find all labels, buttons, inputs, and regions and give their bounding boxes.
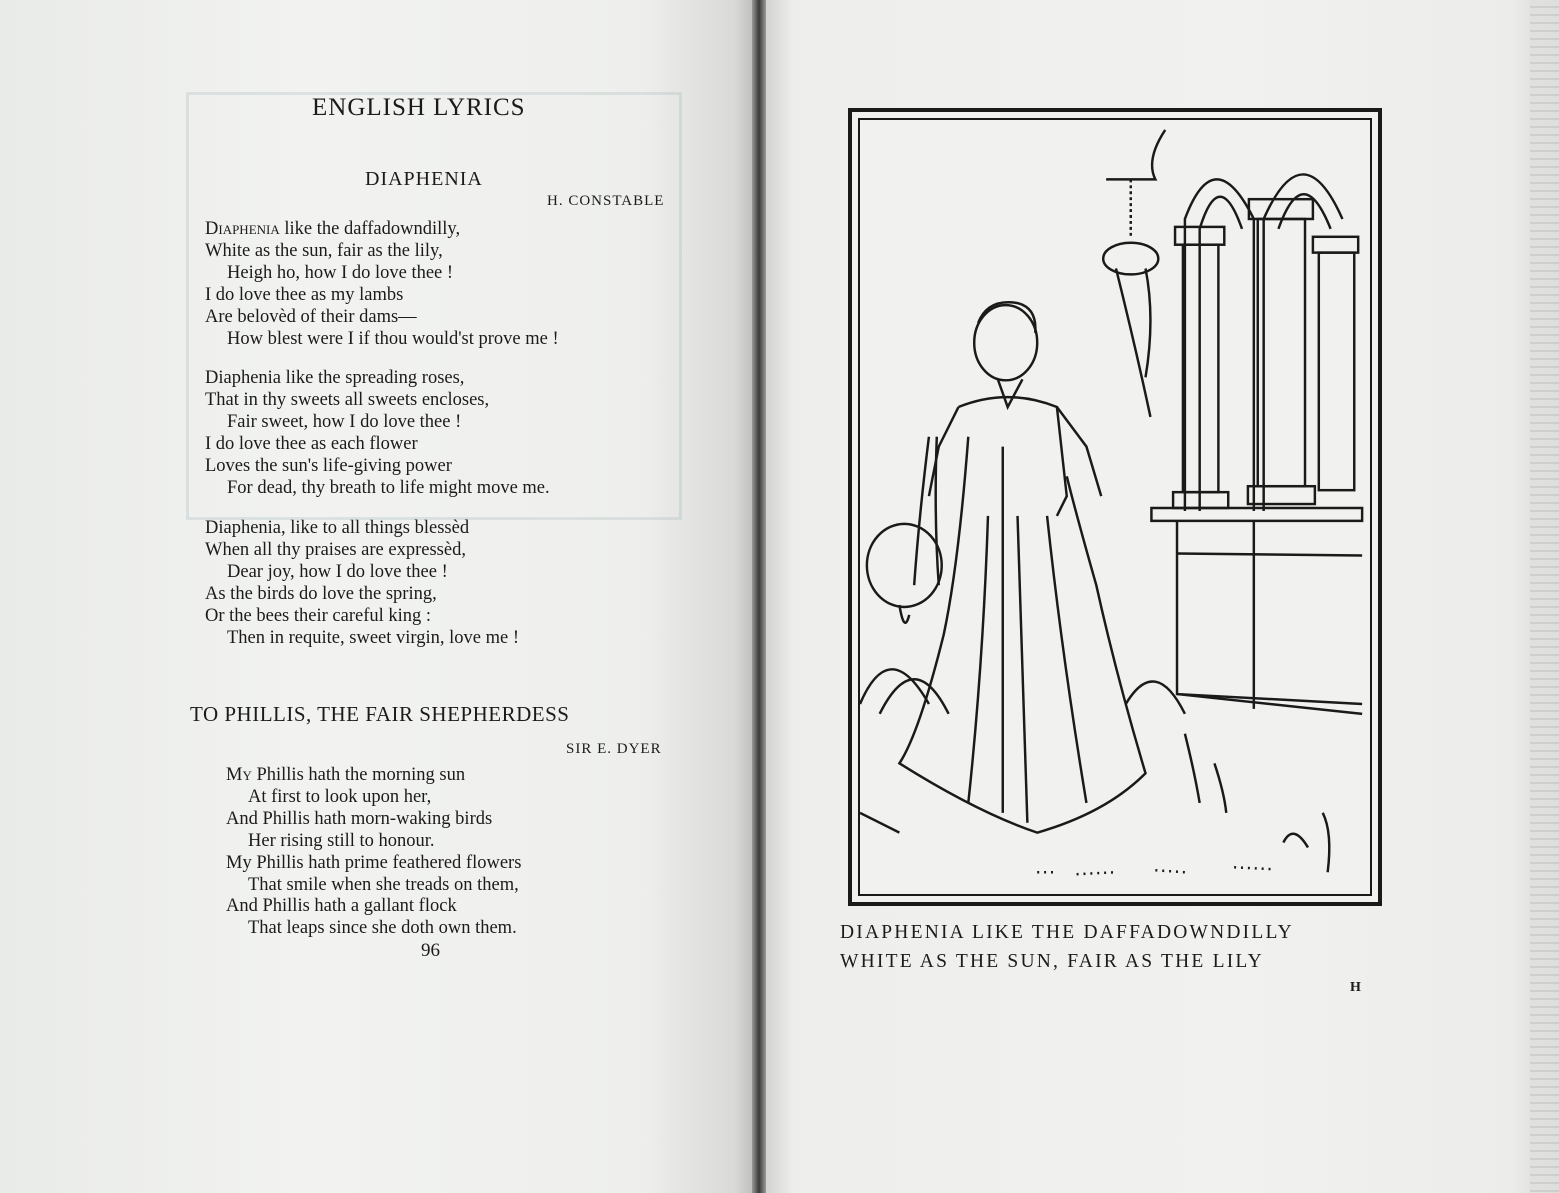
poem-line: At first to look upon her, bbox=[248, 786, 432, 807]
book-gutter bbox=[752, 0, 766, 1193]
stanza-phillis bbox=[226, 765, 521, 940]
poem-line: And Phillis hath morn-waking birds bbox=[226, 808, 493, 829]
signature-mark: H bbox=[1350, 980, 1361, 995]
caption-line-2: WHITE AS THE SUN, FAIR AS THE LILY bbox=[840, 951, 1264, 972]
poem-line: I do love thee as my lambs bbox=[205, 284, 404, 305]
poem-line: Dear joy, how I do love thee ! bbox=[227, 561, 448, 582]
illustration bbox=[858, 118, 1372, 896]
line-rest: like the daffadowndilly, bbox=[279, 219, 461, 239]
poem-line: How blest were I if thou would'st prove me ! bbox=[227, 328, 559, 349]
caption-line-1: DIAPHENIA LIKE THE DAFFADOWNDILLY bbox=[840, 922, 1294, 943]
poem-line bbox=[226, 765, 521, 787]
poem-line: My Phillis hath prime feathered flowers bbox=[226, 852, 522, 873]
poem-line: Heigh ho, how I do love thee ! bbox=[227, 262, 454, 283]
poem-title-phillis: TO PHILLIS, THE FAIR SHEPHERDESS bbox=[190, 702, 570, 726]
poem-line: I do love thee as each flower bbox=[205, 433, 418, 454]
poem-line: That leaps since she doth own them. bbox=[248, 918, 517, 939]
poem-line: Diaphenia, like to all things blessèd bbox=[205, 518, 470, 538]
drop-word: My bbox=[226, 765, 252, 785]
poem-line: For dead, thy breath to life might move me. bbox=[227, 477, 550, 498]
poem-line: Fair sweet, how I do love thee ! bbox=[227, 411, 462, 432]
stanza-1 bbox=[205, 219, 559, 350]
stanza-2 bbox=[205, 368, 550, 499]
poem-line: Diaphenia like the spreading roses, bbox=[205, 368, 465, 388]
poem-line: That smile when she treads on them, bbox=[248, 874, 519, 895]
stanza-3 bbox=[205, 518, 519, 649]
poem-line bbox=[205, 219, 559, 241]
drop-word: Diaphenia bbox=[205, 219, 280, 239]
poem-line: Then in requite, sweet virgin, love me ! bbox=[227, 627, 519, 648]
poem-line: Her rising still to honour. bbox=[248, 830, 435, 851]
poem-line: As the birds do love the spring, bbox=[205, 583, 437, 604]
lady-in-cloister-illustration bbox=[860, 120, 1370, 894]
poem-title-diaphenia: DIAPHENIA bbox=[365, 168, 483, 190]
line-rest: Phillis hath the morning sun bbox=[251, 765, 466, 785]
poem-author-dyer: SIR E. DYER bbox=[566, 741, 662, 757]
page-number: 96 bbox=[421, 940, 440, 961]
poem-line: And Phillis hath a gallant flock bbox=[226, 896, 457, 917]
page-edges bbox=[1530, 0, 1559, 1193]
poem-author-constable: H. CONSTABLE bbox=[547, 193, 665, 209]
poem-line: That in thy sweets all sweets encloses, bbox=[205, 389, 490, 410]
running-head: ENGLISH LYRICS bbox=[312, 94, 526, 121]
poem-line: Or the bees their careful king : bbox=[205, 605, 432, 626]
illustration-frame bbox=[848, 108, 1382, 906]
poem-line: White as the sun, fair as the lily, bbox=[205, 240, 443, 261]
poem-line: Are belovèd of their dams— bbox=[205, 306, 417, 327]
poem-line: When all thy praises are expressèd, bbox=[205, 539, 466, 560]
poem-line: Loves the sun's life-giving power bbox=[205, 455, 452, 476]
illustration-caption bbox=[840, 918, 1382, 976]
